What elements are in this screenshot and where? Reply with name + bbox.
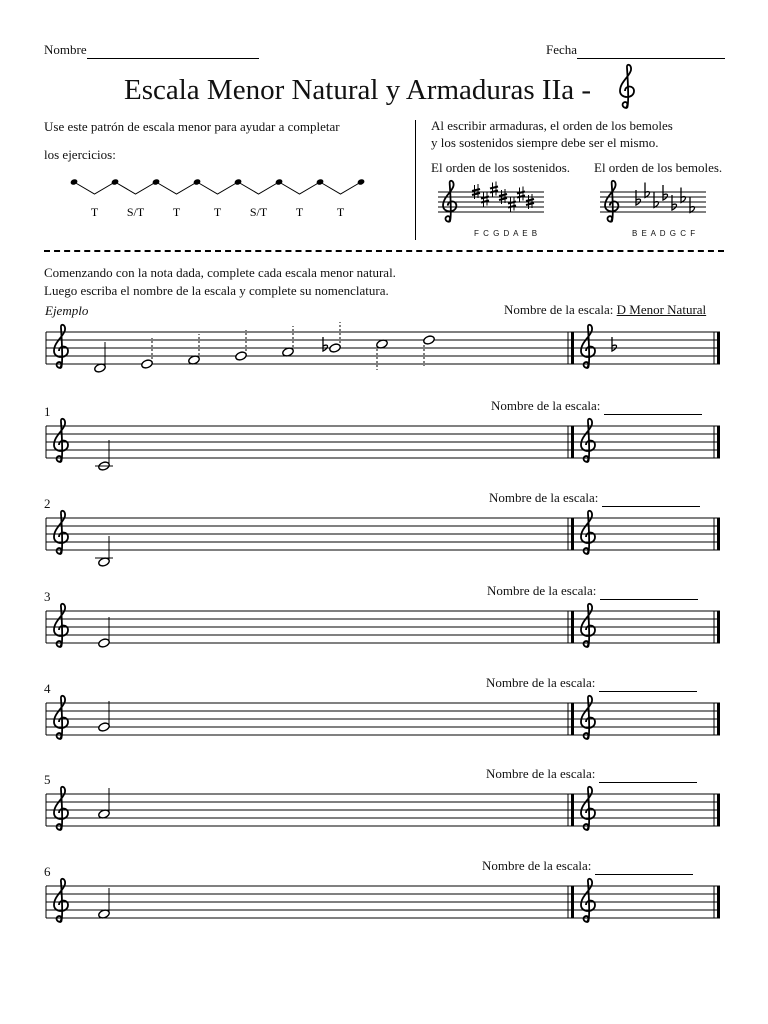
- note-head: [329, 322, 342, 353]
- note-head: [282, 326, 295, 357]
- pattern-step-line: [115, 182, 156, 194]
- name-field[interactable]: [44, 42, 259, 59]
- exercise-staff: [0, 504, 768, 574]
- exercise-number: 5: [44, 772, 51, 787]
- final-barline: [717, 611, 720, 643]
- exercise-scale-name-label: Nombre de la escala:: [486, 766, 596, 781]
- treble-clef-icon: [581, 787, 595, 830]
- treble-clef-icon: [581, 879, 595, 922]
- note-head: [95, 440, 113, 471]
- example-scale-name-value: D Menor Natural: [616, 302, 707, 317]
- double-barline: [571, 426, 574, 458]
- final-barline: [717, 886, 720, 918]
- intro-left-line1: Use este patrón de escala menor para ayudar a completar: [44, 119, 340, 134]
- sharp-icon: [490, 187, 498, 189]
- intro-right-line1: Al escribir armaduras, el orden de los bemoles: [431, 118, 673, 133]
- pattern-step-label: T: [213, 205, 222, 219]
- pattern-note: [275, 178, 283, 185]
- final-barline: [717, 332, 720, 364]
- scale-pattern-diagram: [60, 172, 370, 222]
- note-head: [235, 330, 248, 361]
- name-label: Nombre: [44, 42, 87, 57]
- treble-clef-icon: [612, 62, 642, 112]
- sharp-icon: [526, 199, 534, 201]
- exercise-number: 3: [44, 589, 51, 604]
- treble-clef-icon: [54, 879, 68, 922]
- treble-clef-icon: [54, 511, 68, 554]
- pattern-step-line: [74, 182, 115, 194]
- flat-icon: [612, 337, 617, 351]
- note-head: [95, 536, 113, 567]
- exercise-number: 6: [44, 864, 51, 879]
- treble-clef-icon: [54, 604, 68, 647]
- exercise-staff: [0, 597, 768, 667]
- sharps-order-label: El orden de los sostenidos.: [431, 160, 571, 175]
- instructions-line1: Comenzando con la nota dada, complete cada escala menor natural.: [44, 265, 396, 280]
- column-divider: [415, 120, 416, 240]
- treble-clef-icon: [605, 181, 618, 222]
- name-blank[interactable]: [87, 42, 259, 59]
- pattern-note: [111, 178, 119, 185]
- intro-left-text: [44, 117, 340, 165]
- double-barline: [571, 703, 574, 735]
- sharp-icon: [472, 193, 480, 195]
- flats-order-label: El orden de los bemoles.: [594, 160, 723, 175]
- flats-order-letters: B E A D G C F: [632, 229, 697, 238]
- pattern-note: [70, 178, 78, 185]
- pattern-step-label: T: [172, 205, 181, 219]
- sharp-icon: [499, 194, 507, 196]
- flat-icon: [681, 188, 686, 203]
- double-barline: [571, 332, 574, 364]
- exercise-staff: [0, 872, 768, 942]
- note-head: [98, 788, 111, 819]
- final-barline: [717, 426, 720, 458]
- exercise-staff: [0, 412, 768, 482]
- pattern-step-line: [279, 182, 320, 194]
- treble-clef-icon: [54, 696, 68, 739]
- sharp-icon: [499, 198, 507, 200]
- sharp-icon: [526, 203, 534, 205]
- pattern-note: [316, 178, 324, 185]
- exercise-scale-name-label: Nombre de la escala:: [491, 398, 601, 413]
- exercise-scale-name-label: Nombre de la escala:: [489, 490, 599, 505]
- treble-clef-icon: [581, 511, 595, 554]
- note-head: [141, 338, 154, 369]
- note-head: [98, 617, 111, 648]
- treble-clef-icon: [443, 181, 456, 222]
- double-barline: [571, 886, 574, 918]
- final-barline: [717, 703, 720, 735]
- flat-icon: [323, 337, 328, 351]
- pattern-step-line: [238, 182, 279, 194]
- sharps-order-letters: F C G D A E B: [474, 229, 539, 238]
- pattern-step-line: [320, 182, 361, 194]
- flat-icon: [654, 193, 659, 208]
- example-staff: [0, 318, 768, 388]
- treble-clef-icon: [54, 787, 68, 830]
- treble-clef-icon: [581, 325, 595, 368]
- section-separator: [44, 250, 724, 252]
- treble-clef-icon: [581, 419, 595, 462]
- flat-icon: [645, 183, 650, 198]
- final-barline: [717, 794, 720, 826]
- intro-left-line2: los ejercicios:: [44, 147, 116, 162]
- note-head: [98, 701, 111, 732]
- pattern-step-label: S/T: [249, 205, 268, 219]
- note-head: [98, 888, 111, 919]
- exercise-staff: [0, 689, 768, 759]
- treble-clef-icon: [581, 604, 595, 647]
- pattern-step-line: [197, 182, 238, 194]
- treble-clef-icon: [54, 419, 68, 462]
- pattern-note: [234, 178, 242, 185]
- final-barline: [717, 518, 720, 550]
- exercise-number: 2: [44, 496, 51, 511]
- double-barline: [571, 794, 574, 826]
- example-label: Ejemplo: [45, 303, 89, 318]
- instructions: [44, 264, 396, 300]
- pattern-step-label: S/T: [126, 205, 145, 219]
- flat-icon: [690, 198, 695, 213]
- note-head: [188, 334, 201, 365]
- double-barline: [571, 611, 574, 643]
- note-head: [94, 342, 107, 373]
- pattern-step-label: T: [336, 205, 345, 219]
- date-field[interactable]: [546, 42, 725, 59]
- treble-clef-icon: [54, 325, 68, 368]
- example-scale-name: [504, 302, 706, 318]
- pattern-note: [357, 178, 365, 185]
- page-title: Escala Menor Natural y Armaduras IIa -: [124, 74, 592, 106]
- intro-right-text: [431, 117, 673, 151]
- note-head: [423, 335, 436, 366]
- instructions-line2: Luego escriba el nombre de la escala y complete su nomenclatura.: [44, 283, 389, 298]
- date-blank[interactable]: [577, 42, 725, 59]
- exercise-number: 4: [44, 681, 51, 696]
- date-label: Fecha: [546, 42, 578, 57]
- pattern-step-label: T: [90, 205, 99, 219]
- pattern-step-line: [156, 182, 197, 194]
- pattern-note: [152, 178, 160, 185]
- exercise-scale-name-label: Nombre de la escala:: [486, 675, 596, 690]
- pattern-note: [193, 178, 201, 185]
- pattern-step-label: T: [295, 205, 304, 219]
- exercise-scale-name-label: Nombre de la escala:: [487, 583, 597, 598]
- exercise-scale-name-label: Nombre de la escala:: [482, 858, 592, 873]
- note-head: [376, 339, 389, 370]
- double-barline: [571, 518, 574, 550]
- treble-clef-icon: [581, 696, 595, 739]
- sharp-icon: [472, 189, 480, 191]
- exercise-number: 1: [44, 404, 51, 419]
- intro-right-line2: y los sostenidos siempre debe ser el mismo.: [431, 135, 659, 150]
- example-scale-name-label: Nombre de la escala:: [504, 302, 614, 317]
- exercise-staff: [0, 780, 768, 850]
